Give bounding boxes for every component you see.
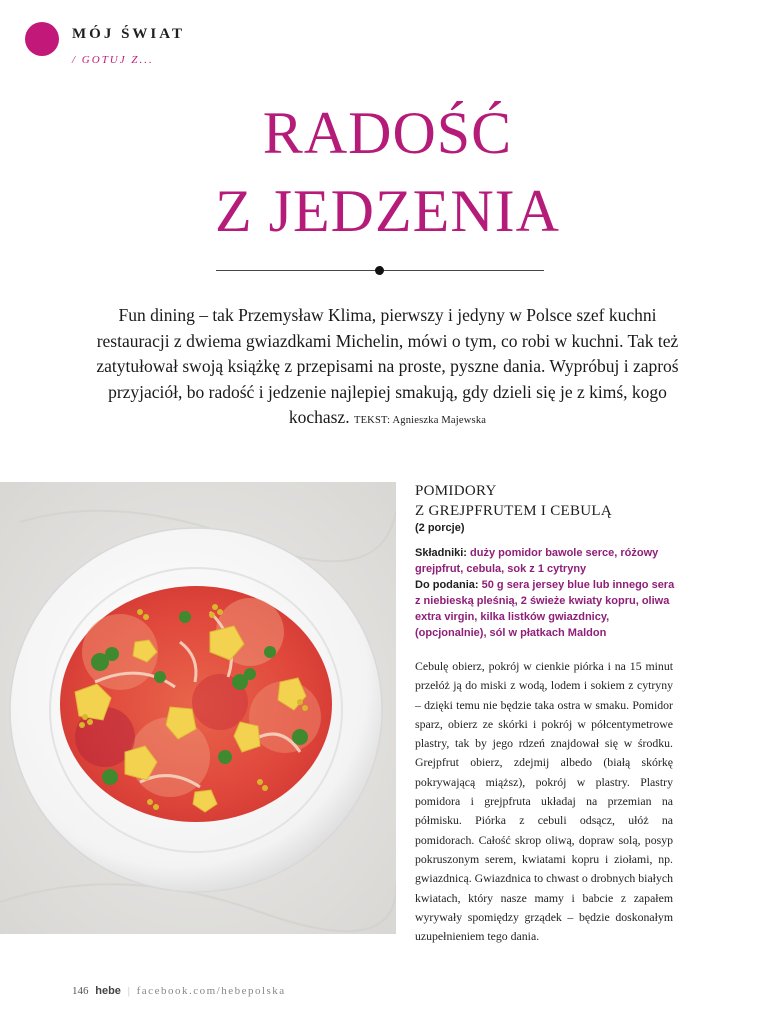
- page-footer: [72, 985, 286, 997]
- footer-separator: |: [127, 985, 130, 997]
- ingredients-list: duży pomidor bawole serce, różowy grejpfrut, cebula, sok z 1 cytryny: [415, 547, 659, 575]
- lead-text: Fun dining – tak Przemysław Klima, pierwszy i jedyny w Polsce szef kuchni restauracji z dwiema gwiazdkami Michelin, mówi o tym, co robi w kuchni. Tak też zatytułował swoją książkę z przepisami na proste, pyszne dania. Wypróbuj i zaproś przyjaciół, bo radość i jedzenie najlepiej smakują, gdy dzieli się je z kimś, kogo kochasz.: [96, 305, 679, 427]
- page-title-line-2: Z JEDZENIA: [215, 178, 560, 244]
- ingredients-label: Składniki:: [415, 547, 467, 559]
- dish-photo: [0, 482, 396, 934]
- page-number: 146: [72, 985, 89, 997]
- recipe-title: [415, 481, 755, 521]
- lead-paragraph: [95, 303, 680, 434]
- ingredients-block: [415, 545, 677, 641]
- serving-list: 50 g sera jersey blue lub innego sera z niebieską pleśnią, 2 świeże kwiaty kopru, oliwa extra virgin, kilka listków gwiazdnicy, (opcjonalnie), sól w płatkach Maldon: [415, 579, 675, 639]
- subsection-label: / GOTUJ Z...: [72, 54, 154, 66]
- recipe-title-line-1: POMIDORY: [415, 483, 497, 499]
- recipe-title-line-2: Z GREJPFRUTEM I CEBULĄ: [415, 503, 613, 519]
- section-label: MÓJ ŚWIAT: [72, 26, 185, 42]
- recipe-method: Cebulę obierz, pokrój w cienkie piórka i na 15 minut przełóż ją do miski z wodą, lodem i sokiem z cytryny – dzięki temu nie będzie taka ostra w smaku. Pomidor sparz, obierz ze skórki i pokrój w półcentymetrowe plastry, tak by jego rdzeń znajdował się w środku. Grejpfrut obierz, zdejmij albedo (białą skórkę pokrywającą miąższ), pokrój w plastry. Plastry pomidora i grejpfruta układaj na przemian na półmisku. Piórka z cebuli odsącz, ułóż na pomidorach. Całość skrop oliwą, dopraw solą, posyp pokruszonym serem, kwiatami kopru i ziołami, np. gwiazdnicą. Gwiazdnica to chwast o drobnych białych kwiatach, który nasze mamy i babcie z zapałem wyrywały spomiędzy grządek – będzie doskonałym uzupełnieniem tego dania.: [415, 659, 673, 944]
- page-title-line-1: RADOŚĆ: [262, 100, 513, 166]
- section-dot-icon: [25, 22, 59, 56]
- author-credit: TEKST: Agnieszka Majewska: [353, 415, 487, 426]
- recipe-portions: (2 porcje): [415, 522, 465, 534]
- facebook-link[interactable]: facebook.com/hebepolska: [136, 985, 286, 997]
- serving-label: Do podania:: [415, 579, 479, 591]
- divider-dot-icon: [375, 266, 384, 275]
- brand-logo: hebe: [95, 985, 121, 997]
